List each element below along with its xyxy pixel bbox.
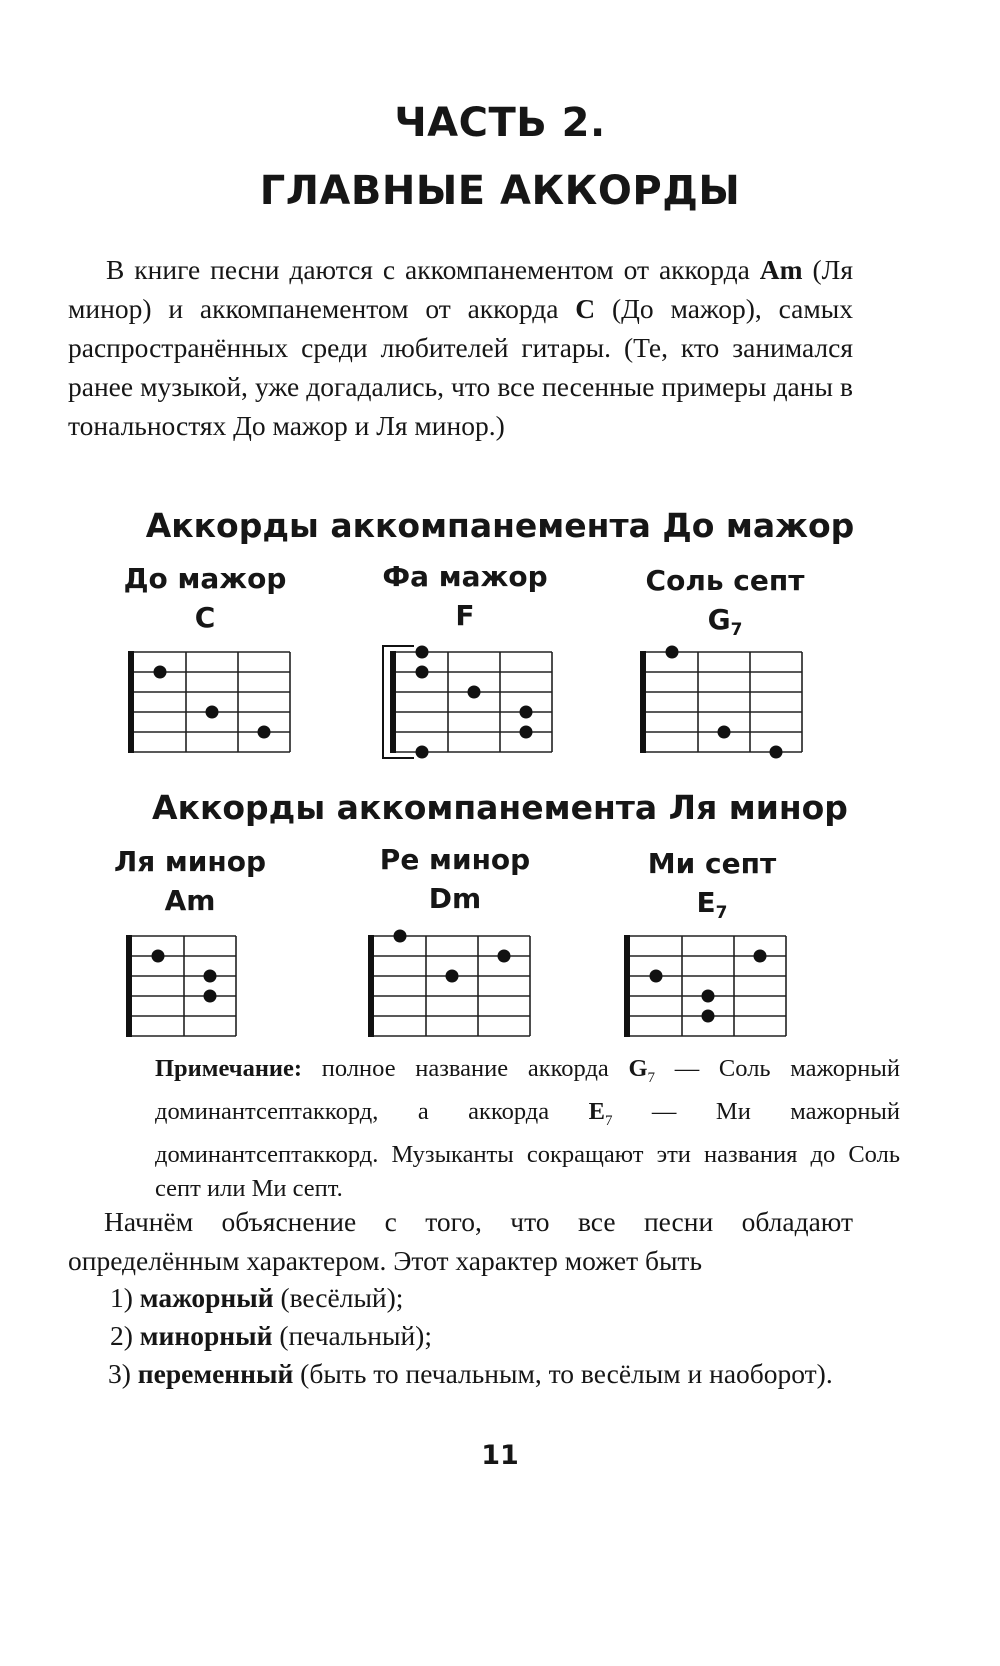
finger-dot bbox=[770, 746, 783, 759]
finger-dot bbox=[702, 990, 715, 1003]
chord-diagram-dm bbox=[368, 932, 538, 1042]
explanation-paragraph: Начнём объяснение с того, что все песни обладают определённым характером. Этот характер может быть bbox=[68, 1206, 853, 1276]
list-item: 1) мажорный (весёлый); bbox=[110, 1282, 404, 1313]
chord-symbol: Dm bbox=[428, 882, 482, 915]
part-heading: ЧАСТЬ 2. bbox=[394, 100, 606, 146]
list-item: 2) минорный (печальный); bbox=[110, 1320, 432, 1351]
finger-dot bbox=[154, 666, 167, 679]
nut bbox=[640, 651, 646, 753]
finger-dot bbox=[416, 646, 429, 659]
barre-bracket bbox=[383, 646, 414, 758]
finger-dot bbox=[754, 950, 767, 963]
chord-name: Фа мажор bbox=[382, 560, 548, 593]
nut bbox=[128, 651, 134, 753]
nut bbox=[368, 935, 374, 1037]
finger-dot bbox=[258, 726, 271, 739]
minor-section-title: Аккорды аккомпанемента Ля минор bbox=[152, 788, 848, 827]
chord-diagram-e7 bbox=[624, 932, 794, 1042]
chord-symbol: $G_7$ bbox=[707, 603, 743, 640]
chord-diagram-am bbox=[126, 932, 266, 1042]
finger-dot bbox=[206, 706, 219, 719]
note-paragraph: Примечание: полное название аккорда $G_7$ — Соль мажорный доминантсептаккорд, а аккорда $E_7$ — Ми мажорный доминантсептаккорд. Музыканты сокращают эти названия до Соль септ или Ми септ. bbox=[155, 1055, 900, 1202]
list-item: 3) переменный (быть то печальным, то весёлым и наоборот). bbox=[108, 1358, 833, 1389]
finger-dot bbox=[416, 666, 429, 679]
finger-dot bbox=[498, 950, 511, 963]
nut bbox=[126, 935, 132, 1037]
chord-symbol: C bbox=[194, 601, 216, 634]
finger-dot bbox=[666, 646, 679, 659]
intro-paragraph: В книге песни даются с аккомпанементом от аккорда Am (Ля минор) и аккомпанементом от аккорда C (До мажор), самых распространённых среди любителей гитары. (Те, кто занимался ранее музыкой, уже догадались, что все песенные примеры даны в тональностях До мажор и Ля минор.) bbox=[68, 254, 853, 441]
finger-dot bbox=[650, 970, 663, 983]
finger-dot bbox=[152, 950, 165, 963]
nut bbox=[624, 935, 630, 1037]
finger-dot bbox=[520, 726, 533, 739]
chord-diagram-g7 bbox=[640, 648, 810, 758]
chord-name: До мажор bbox=[123, 562, 287, 595]
chord-symbol: Am bbox=[164, 884, 216, 917]
chord-name: Соль септ bbox=[645, 564, 805, 597]
nut bbox=[390, 651, 396, 753]
chord-symbol: $E_7$ bbox=[696, 886, 728, 923]
finger-dot bbox=[204, 970, 217, 983]
chord-symbol: F bbox=[455, 599, 475, 632]
chord-name: Ми септ bbox=[647, 847, 777, 880]
finger-dot bbox=[718, 726, 731, 739]
finger-dot bbox=[446, 970, 459, 983]
chord-name: Ля минор bbox=[113, 845, 267, 878]
chord-diagram-f bbox=[380, 648, 560, 758]
page-number: 11 bbox=[481, 1440, 519, 1471]
major-section-title: Аккорды аккомпанемента До мажор bbox=[145, 506, 855, 545]
finger-dot bbox=[468, 686, 481, 699]
finger-dot bbox=[416, 746, 429, 759]
finger-dot bbox=[394, 930, 407, 943]
chapter-title: ГЛАВНЫЕ АККОРДЫ bbox=[259, 168, 741, 214]
finger-dot bbox=[204, 990, 217, 1003]
finger-dot bbox=[702, 1010, 715, 1023]
chord-name: Ре минор bbox=[379, 843, 531, 876]
finger-dot bbox=[520, 706, 533, 719]
chord-diagram-c bbox=[128, 648, 298, 758]
